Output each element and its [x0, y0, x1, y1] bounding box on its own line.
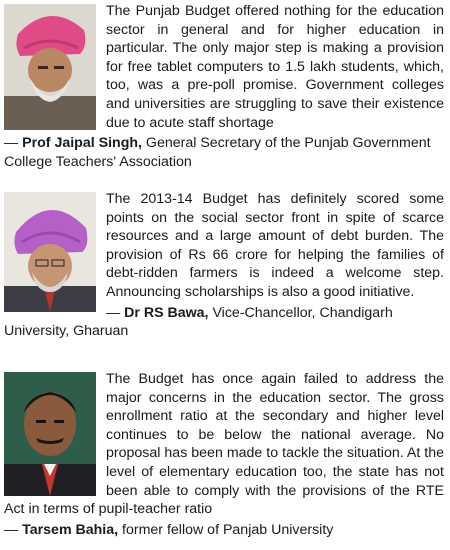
- portrait-photo-jaipal-singh: [4, 4, 96, 130]
- opinion-block-3: [4, 370, 444, 539]
- quote-text: The 2013-14 Budget has definitely scored some points on the social sector front in spite of scarce resources and a large amount of debt burden. The provision of Rs 66 crore for helping the families of debt-ridden farmers is indeed a welcome step. Announcing scholarships is also a good initiative.: [106, 191, 444, 300]
- quote-text: The Budget has once again failed to address the major concerns in the education sector. The gross enrollment ratio at the secondary and higher level continues to be below the national average. No proposal has been made to tackle the situation. At the level of elementary education too, the state has not been able to comply with the provisions of the RTE Act in terms of pupil-teacher ratio: [4, 371, 444, 518]
- opinion-block-1: [4, 2, 444, 171]
- portrait-photo-tarsem-bahia: [4, 372, 96, 496]
- person-name: Tarsem Bahia,: [22, 521, 119, 538]
- attribution: [4, 521, 444, 540]
- person-name: Dr RS Bawa,: [124, 304, 209, 321]
- attribution-dash: —: [4, 135, 23, 152]
- attribution: [4, 134, 444, 171]
- person-role: General Secretary of the Punjab Government College Teachers' Association: [4, 135, 431, 170]
- portrait-photo-rs-bawa: [4, 192, 96, 312]
- person-role: former fellow of Panjab University: [118, 521, 334, 538]
- attribution-dash: —: [106, 304, 125, 321]
- opinion-block-2: [4, 190, 444, 341]
- person-role: Vice-Chancellor, Chandigarh University, Gharuan: [4, 304, 393, 340]
- person-name: Prof Jaipal Singh,: [22, 135, 142, 152]
- quote-text: The Punjab Budget offered nothing for the education sector in general and for higher education in particular. The only major step is making a provision for free tablet computers to 1.5 lakh students, which, too, was a pre-poll promise. Government colleges and universities are struggling to save their existence due to acute staff shortage: [106, 3, 444, 131]
- attribution-dash: —: [4, 521, 23, 538]
